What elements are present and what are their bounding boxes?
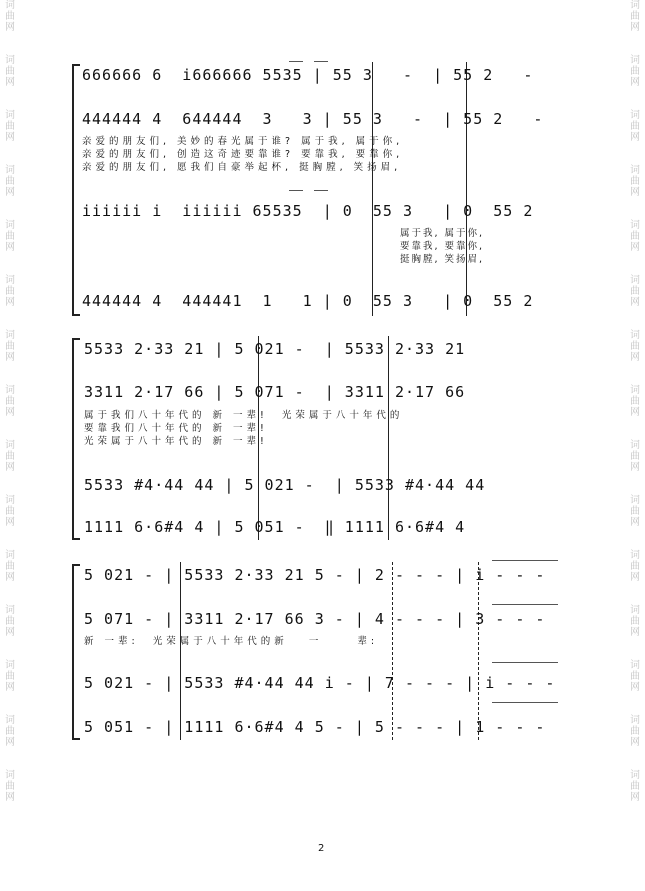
voice-3-notes: 5 021 - | 5533 #4·44 44 i - | 7 - - - | i - - - (84, 674, 556, 692)
voice-4-notes: 444444 4 444441 1 1 | 0 55 3 | 0 55 2 (82, 292, 534, 310)
barline (478, 562, 479, 740)
lyric-line-3: 亲爱的朋友们, 愿我们自豪举起杯, 挺胸膛, 笑扬眉, (82, 162, 402, 173)
voice-3-notes: iiiiii i iiiiii 65535 | 0 55 3 | 0 55 2 (82, 202, 534, 220)
barline (180, 562, 181, 740)
lyric-line-2: 亲爱的朋友们, 创造这奇迹要靠谁? 要靠我, 要靠你, (82, 149, 404, 160)
barline (388, 336, 389, 540)
voice-1-notes: 666666 6 i666666 5535 | 55 3 - | 55 2 - (82, 66, 534, 84)
lyric-line-1: 新 一辈: 光荣属于八十年代的新 一 辈: (84, 636, 379, 647)
inner-lyric-line-2: 要靠我, 要靠你, (400, 241, 485, 252)
system-bracket (72, 564, 74, 740)
lyric-line-1: 亲爱的朋友们, 美妙的春光属于谁? 属于我, 属于你, (82, 136, 404, 147)
page-number: 2 (318, 843, 325, 854)
watermark-column-left: 词 曲 网 词 曲 网 词 曲 网 词 曲 网 词 曲 网 词 曲 网 词 曲 网 词 曲 网 词 曲 网 词 曲 网 词 曲 网 词 曲 网 词 曲 网 词 曲 网 词 曲 网 (5, 0, 15, 803)
watermark-column-right: 词 曲 网 词 曲 网 词 曲 网 词 曲 网 词 曲 网 词 曲 网 词 曲 网 词 曲 网 词 曲 网 词 曲 网 词 曲 网 词 曲 网 词 曲 网 词 曲 网 词 曲 网 (630, 0, 640, 803)
lyric-line-1: 属于我们八十年代的 新 一辈! 光荣属于八十年代的 (84, 410, 404, 421)
voice-3-notes: 5533 #4·44 44 | 5 021 - | 5533 #4·44 44 (84, 476, 486, 494)
barline (372, 62, 373, 316)
lyric-line-3: 光荣属于八十年代的 新 一辈! (84, 436, 268, 447)
voice-1-notes: 5 021 - | 5533 2·33 21 5 - | 2 - - - | i - - - (84, 566, 546, 584)
system-bracket (72, 338, 74, 540)
voice-4-notes: 1111 6·6#4 4 | 5 051 - ‖ 1111 6·6#4 4 (84, 518, 466, 536)
inner-lyric-line-1: 属于我, 属于你, (400, 228, 485, 239)
inner-lyric-line-3: 挺胸膛, 笑扬眉, (400, 254, 485, 265)
voice-4-notes: 5 051 - | 1111 6·6#4 4 5 - | 5 - - - | 1 - - - (84, 718, 546, 736)
barline (466, 62, 467, 316)
voice-2-notes: 3311 2·17 66 | 5 071 - | 3311 2·17 66 (84, 383, 466, 401)
system-bracket (72, 64, 74, 316)
voice-1-notes: 5533 2·33 21 | 5 021 - | 5533 2·33 21 (84, 340, 466, 358)
voice-2-notes: 444444 4 644444 3 3 | 55 3 - | 55 2 - (82, 110, 544, 128)
lyric-line-2: 要靠我们八十年代的 新 一辈! (84, 423, 268, 434)
voice-2-notes: 5 071 - | 3311 2·17 66 3 - | 4 - - - | 3 - - - (84, 610, 546, 628)
barline (392, 562, 393, 740)
